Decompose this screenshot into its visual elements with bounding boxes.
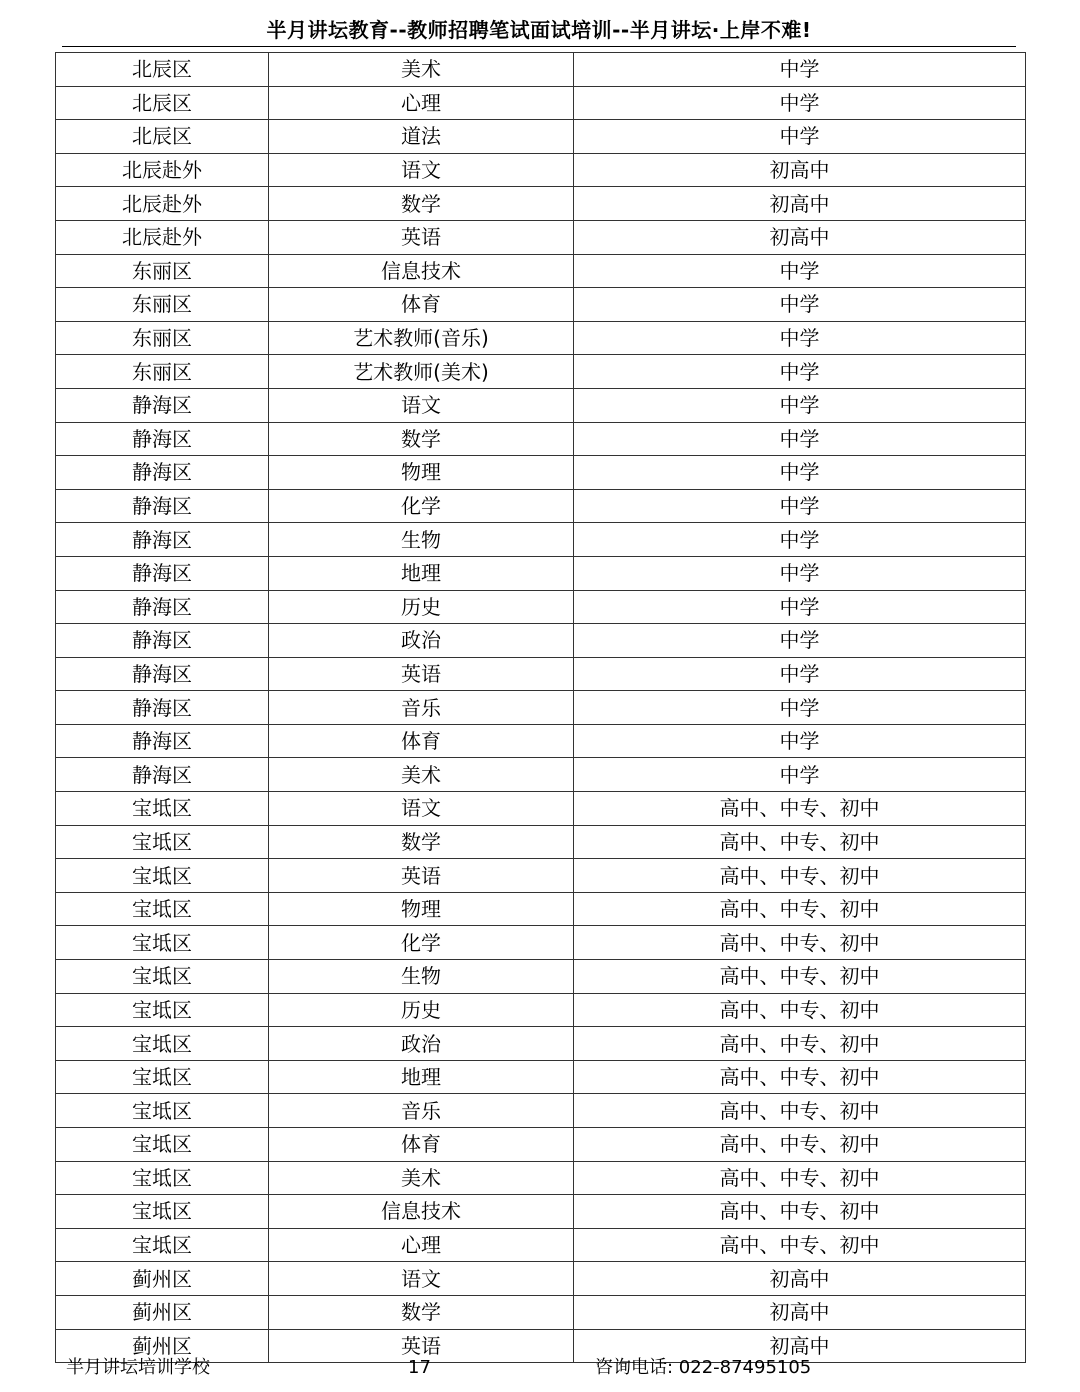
- subject-cell: 地理: [269, 556, 574, 590]
- district-cell: 北辰赴外: [56, 153, 269, 187]
- subject-cell: 音乐: [269, 691, 574, 725]
- level-cell: 高中、中专、初中: [574, 1060, 1026, 1094]
- level-cell: 中学: [574, 556, 1026, 590]
- table-row: [56, 556, 1026, 590]
- subject-cell: 语文: [269, 388, 574, 422]
- level-cell: 中学: [574, 422, 1026, 456]
- subject-cell: 生物: [269, 960, 574, 994]
- district-cell: 静海区: [56, 691, 269, 725]
- level-cell: 高中、中专、初中: [574, 960, 1026, 994]
- subject-cell: 语文: [269, 153, 574, 187]
- level-cell: 中学: [574, 758, 1026, 792]
- level-cell: 中学: [574, 523, 1026, 557]
- district-cell: 静海区: [56, 724, 269, 758]
- table-row: [56, 422, 1026, 456]
- subject-cell: 语文: [269, 1262, 574, 1296]
- district-cell: 静海区: [56, 456, 269, 490]
- level-cell: 高中、中专、初中: [574, 892, 1026, 926]
- district-cell: 宝坻区: [56, 926, 269, 960]
- district-cell: 东丽区: [56, 254, 269, 288]
- table-row: [56, 1027, 1026, 1061]
- subject-cell: 化学: [269, 489, 574, 523]
- subject-cell: 英语: [269, 220, 574, 254]
- district-cell: 静海区: [56, 657, 269, 691]
- level-cell: 中学: [574, 321, 1026, 355]
- page-header-title: 半月讲坛教育--教师招聘笔试面试培训--半月讲坛·上岸不难!: [62, 14, 1016, 47]
- table-row: [56, 1094, 1026, 1128]
- table-row: [56, 1295, 1026, 1329]
- district-cell: 北辰区: [56, 120, 269, 154]
- district-cell: 宝坻区: [56, 1195, 269, 1229]
- district-cell: 宝坻区: [56, 792, 269, 826]
- table-row: [56, 288, 1026, 322]
- level-cell: 中学: [574, 355, 1026, 389]
- level-cell: 中学: [574, 254, 1026, 288]
- subject-cell: 艺术教师(音乐): [269, 321, 574, 355]
- table-row: [56, 1228, 1026, 1262]
- level-cell: 中学: [574, 388, 1026, 422]
- district-cell: 蓟州区: [56, 1295, 269, 1329]
- table-row: [56, 388, 1026, 422]
- level-cell: 中学: [574, 657, 1026, 691]
- subject-cell: 数学: [269, 1295, 574, 1329]
- level-cell: 中学: [574, 724, 1026, 758]
- level-cell: 高中、中专、初中: [574, 825, 1026, 859]
- district-cell: 静海区: [56, 556, 269, 590]
- subject-cell: 数学: [269, 422, 574, 456]
- district-cell: 静海区: [56, 523, 269, 557]
- table-row: [56, 120, 1026, 154]
- level-cell: 中学: [574, 288, 1026, 322]
- level-cell: 中学: [574, 624, 1026, 658]
- district-cell: 北辰区: [56, 53, 269, 87]
- district-cell: 北辰区: [56, 86, 269, 120]
- subject-cell: 化学: [269, 926, 574, 960]
- table-row: [56, 926, 1026, 960]
- table-row: [56, 254, 1026, 288]
- subject-cell: 音乐: [269, 1094, 574, 1128]
- level-cell: 中学: [574, 86, 1026, 120]
- table-row: [56, 1128, 1026, 1162]
- subject-cell: 地理: [269, 1060, 574, 1094]
- table-row: [56, 187, 1026, 221]
- district-cell: 宝坻区: [56, 859, 269, 893]
- subject-cell: 生物: [269, 523, 574, 557]
- district-cell: 宝坻区: [56, 1161, 269, 1195]
- district-cell: 东丽区: [56, 355, 269, 389]
- subject-cell: 英语: [269, 859, 574, 893]
- subject-cell: 体育: [269, 288, 574, 322]
- subject-cell: 政治: [269, 624, 574, 658]
- subject-cell: 信息技术: [269, 1195, 574, 1229]
- level-cell: 高中、中专、初中: [574, 859, 1026, 893]
- level-cell: 初高中: [574, 153, 1026, 187]
- subject-cell: 英语: [269, 657, 574, 691]
- subject-cell: 语文: [269, 792, 574, 826]
- table-row: [56, 523, 1026, 557]
- table-row: [56, 993, 1026, 1027]
- subject-cell: 道法: [269, 120, 574, 154]
- subject-cell: 物理: [269, 892, 574, 926]
- level-cell: 初高中: [574, 1262, 1026, 1296]
- level-cell: 高中、中专、初中: [574, 1228, 1026, 1262]
- subject-cell: 体育: [269, 724, 574, 758]
- subject-cell: 历史: [269, 590, 574, 624]
- level-cell: 中学: [574, 489, 1026, 523]
- table-row: [56, 892, 1026, 926]
- district-cell: 宝坻区: [56, 960, 269, 994]
- district-cell: 静海区: [56, 489, 269, 523]
- district-cell: 宝坻区: [56, 1094, 269, 1128]
- table-row: [56, 1060, 1026, 1094]
- table-row: [56, 960, 1026, 994]
- level-cell: 高中、中专、初中: [574, 1161, 1026, 1195]
- table-row: [56, 321, 1026, 355]
- district-cell: 静海区: [56, 590, 269, 624]
- table-row: [56, 1161, 1026, 1195]
- subject-cell: 心理: [269, 86, 574, 120]
- level-cell: 初高中: [574, 1329, 1026, 1363]
- level-cell: 中学: [574, 456, 1026, 490]
- level-cell: 初高中: [574, 220, 1026, 254]
- subject-cell: 政治: [269, 1027, 574, 1061]
- district-cell: 宝坻区: [56, 825, 269, 859]
- level-cell: 初高中: [574, 1295, 1026, 1329]
- level-cell: 高中、中专、初中: [574, 1128, 1026, 1162]
- table-row: [56, 53, 1026, 87]
- district-cell: 静海区: [56, 388, 269, 422]
- district-cell: 北辰赴外: [56, 187, 269, 221]
- level-cell: 高中、中专、初中: [574, 926, 1026, 960]
- level-cell: 高中、中专、初中: [574, 993, 1026, 1027]
- subject-cell: 历史: [269, 993, 574, 1027]
- table-row: [56, 1262, 1026, 1296]
- district-cell: 东丽区: [56, 321, 269, 355]
- level-cell: 高中、中专、初中: [574, 1094, 1026, 1128]
- level-cell: 高中、中专、初中: [574, 1027, 1026, 1061]
- subject-cell: 心理: [269, 1228, 574, 1262]
- table-row: [56, 825, 1026, 859]
- level-cell: 中学: [574, 120, 1026, 154]
- district-cell: 宝坻区: [56, 892, 269, 926]
- subject-cell: 美术: [269, 1161, 574, 1195]
- subject-cell: 英语: [269, 1329, 574, 1363]
- table-row: [56, 691, 1026, 725]
- table-row: [56, 153, 1026, 187]
- level-cell: 高中、中专、初中: [574, 1195, 1026, 1229]
- table-row: [56, 1195, 1026, 1229]
- table-row: [56, 456, 1026, 490]
- district-cell: 宝坻区: [56, 1060, 269, 1094]
- level-cell: 初高中: [574, 187, 1026, 221]
- table-row: [56, 758, 1026, 792]
- district-cell: 蓟州区: [56, 1262, 269, 1296]
- table-row: [56, 657, 1026, 691]
- subject-cell: 美术: [269, 758, 574, 792]
- footer-contact-phone: 咨询电话: 022-87495105: [595, 1357, 812, 1378]
- table-row: [56, 220, 1026, 254]
- table-row: [56, 792, 1026, 826]
- district-cell: 宝坻区: [56, 1228, 269, 1262]
- subject-cell: 信息技术: [269, 254, 574, 288]
- district-cell: 宝坻区: [56, 1128, 269, 1162]
- table-row: [56, 355, 1026, 389]
- district-cell: 东丽区: [56, 288, 269, 322]
- table-row: [56, 590, 1026, 624]
- subject-cell: 物理: [269, 456, 574, 490]
- table-row: [56, 859, 1026, 893]
- level-cell: 中学: [574, 691, 1026, 725]
- level-cell: 中学: [574, 590, 1026, 624]
- subject-cell: 数学: [269, 825, 574, 859]
- district-cell: 静海区: [56, 758, 269, 792]
- district-cell: 静海区: [56, 422, 269, 456]
- subject-cell: 体育: [269, 1128, 574, 1162]
- footer-school-name: 半月讲坛培训学校: [66, 1357, 210, 1378]
- subject-cell: 艺术教师(美术): [269, 355, 574, 389]
- district-cell: 北辰赴外: [56, 220, 269, 254]
- district-cell: 静海区: [56, 624, 269, 658]
- level-cell: 高中、中专、初中: [574, 792, 1026, 826]
- subject-cell: 数学: [269, 187, 574, 221]
- footer-page-number: 17: [408, 1357, 431, 1378]
- district-cell: 宝坻区: [56, 993, 269, 1027]
- recruitment-table: [55, 52, 1026, 1363]
- table-body: [56, 53, 1026, 1363]
- subject-cell: 美术: [269, 53, 574, 87]
- table-row: [56, 489, 1026, 523]
- district-cell: 宝坻区: [56, 1027, 269, 1061]
- level-cell: 中学: [574, 53, 1026, 87]
- table-row: [56, 624, 1026, 658]
- table-row: [56, 86, 1026, 120]
- table-row: [56, 724, 1026, 758]
- district-cell: 蓟州区: [56, 1329, 269, 1363]
